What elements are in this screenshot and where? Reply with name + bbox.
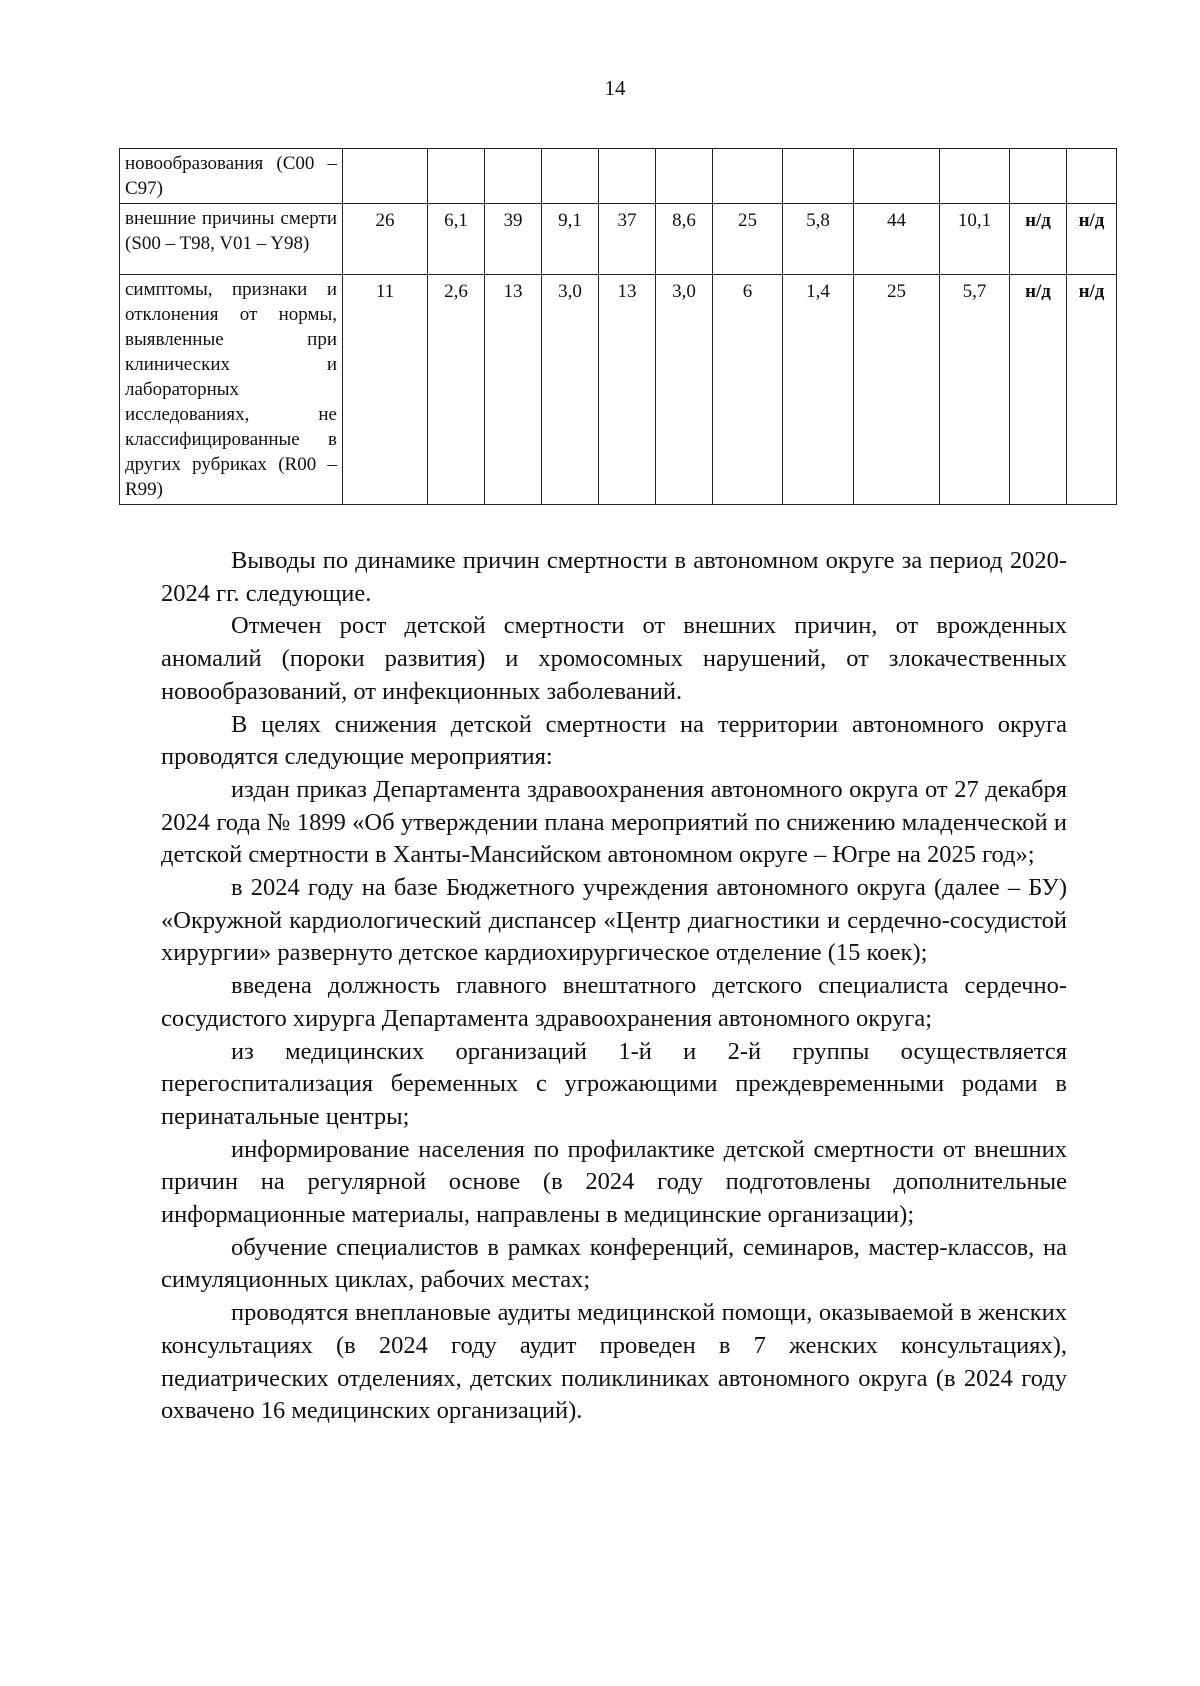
- measure-informing-paragraph: информирование населения по профилактике детской смертности от внешних причин на регулярной основе (в 2024 году подготовлены дополнительные информационные материалы, направлены в медицинские организации);: [161, 1135, 1067, 1229]
- value-cell: 13: [485, 275, 542, 505]
- value-cell: н/д: [1067, 275, 1117, 505]
- value-cell: 3,0: [542, 275, 599, 505]
- value-cell: 9,1: [542, 204, 599, 275]
- value-cell: [1010, 149, 1067, 204]
- value-cell: [485, 149, 542, 204]
- table-row: [120, 149, 1117, 204]
- value-cell: [599, 149, 656, 204]
- measure-order-paragraph: издан приказ Департамента здравоохранения автономного округа от 27 декабря 2024 года № 1899 «Об утверждении плана мероприятий по снижению младенческой и детской смертности в Ханты-Мансийском автономном округе – Югре на 2025 год»;: [161, 775, 1067, 869]
- value-cell: 37: [599, 204, 656, 275]
- value-cell: 6,1: [428, 204, 485, 275]
- value-cell: 13: [599, 275, 656, 505]
- value-cell: 44: [854, 204, 940, 275]
- value-cell: 39: [485, 204, 542, 275]
- row-label-cell: внешние причины смерти (S00 – T98, V01 – Y98): [120, 204, 343, 275]
- body-text: [161, 545, 1067, 1428]
- measure-cardiosurgery-paragraph: в 2024 году на базе Бюджетного учреждения автономного округа (далее – БУ) «Окружной кардиологический диспансер «Центр диагностики и сердечно-сосудистой хирургии» развернуто детское кардиохирургическое отделение (15 коек);: [161, 874, 1067, 967]
- row-label-cell: симптомы, признаки и отклонения от нормы, выявленные при клинических и лабораторных исследованиях, не классифицированные в других рубриках (R00 – R99): [120, 275, 343, 505]
- value-cell: [713, 149, 783, 204]
- value-cell: 25: [713, 204, 783, 275]
- value-cell: н/д: [1010, 275, 1067, 505]
- page-number: 14: [604, 76, 626, 100]
- value-cell: 26: [343, 204, 428, 275]
- value-cell: 8,6: [656, 204, 713, 275]
- value-cell: [940, 149, 1010, 204]
- value-cell: [783, 149, 854, 204]
- value-cell: н/д: [1067, 204, 1117, 275]
- value-cell: 11: [343, 275, 428, 505]
- value-cell: 10,1: [940, 204, 1010, 275]
- measure-training-paragraph: обучение специалистов в рамках конференций, семинаров, мастер-классов, на симуляционных циклах, рабочих местах;: [161, 1233, 1067, 1294]
- measure-specialist-paragraph: введена должность главного внештатного детского специалиста сердечно-сосудистого хирурга Департамента здравоохранения автономного округа;: [161, 972, 1067, 1032]
- value-cell: [854, 149, 940, 204]
- value-cell: 5,8: [783, 204, 854, 275]
- value-cell: [1067, 149, 1117, 204]
- value-cell: [542, 149, 599, 204]
- value-cell: 1,4: [783, 275, 854, 505]
- value-cell: [428, 149, 485, 204]
- value-cell: 25: [854, 275, 940, 505]
- measure-rehospitalization-paragraph: из медицинских организаций 1-й и 2-й группы осуществляется перегоспитализация беременных с угрожающими преждевременными родами в перинатальные центры;: [161, 1037, 1067, 1130]
- growth-observation-paragraph: Отмечен рост детской смертности от внешних причин, от врожденных аномалий (пороки развития) и хромосомных нарушений, от злокачественных новообразований, от инфекционных заболеваний.: [161, 612, 1067, 705]
- mortality-causes-table: [119, 148, 1117, 505]
- measures-intro-paragraph: В целях снижения детской смертности на территории автономного округа проводятся следующие мероприятия:: [161, 710, 1067, 771]
- value-cell: 3,0: [656, 275, 713, 505]
- value-cell: 6: [713, 275, 783, 505]
- conclusions-intro-paragraph: Выводы по динамике причин смертности в автономном округе за период 2020-2024 гг. следующие.: [161, 547, 1067, 607]
- value-cell: [343, 149, 428, 204]
- measure-audits-paragraph: проводятся внеплановые аудиты медицинской помощи, оказываемой в женских консультациях (в 2024 году аудит проведен в 7 женских консультациях), педиатрических отделениях, детских поликлиниках автономного округа (в 2024 году охвачено 16 медицинских организаций).: [161, 1299, 1067, 1425]
- value-cell: 5,7: [940, 275, 1010, 505]
- row-label-cell: новообразования (C00 – C97): [120, 149, 343, 204]
- table-row: [120, 204, 1117, 275]
- table-row: [120, 275, 1117, 505]
- value-cell: [656, 149, 713, 204]
- value-cell: н/д: [1010, 204, 1067, 275]
- value-cell: 2,6: [428, 275, 485, 505]
